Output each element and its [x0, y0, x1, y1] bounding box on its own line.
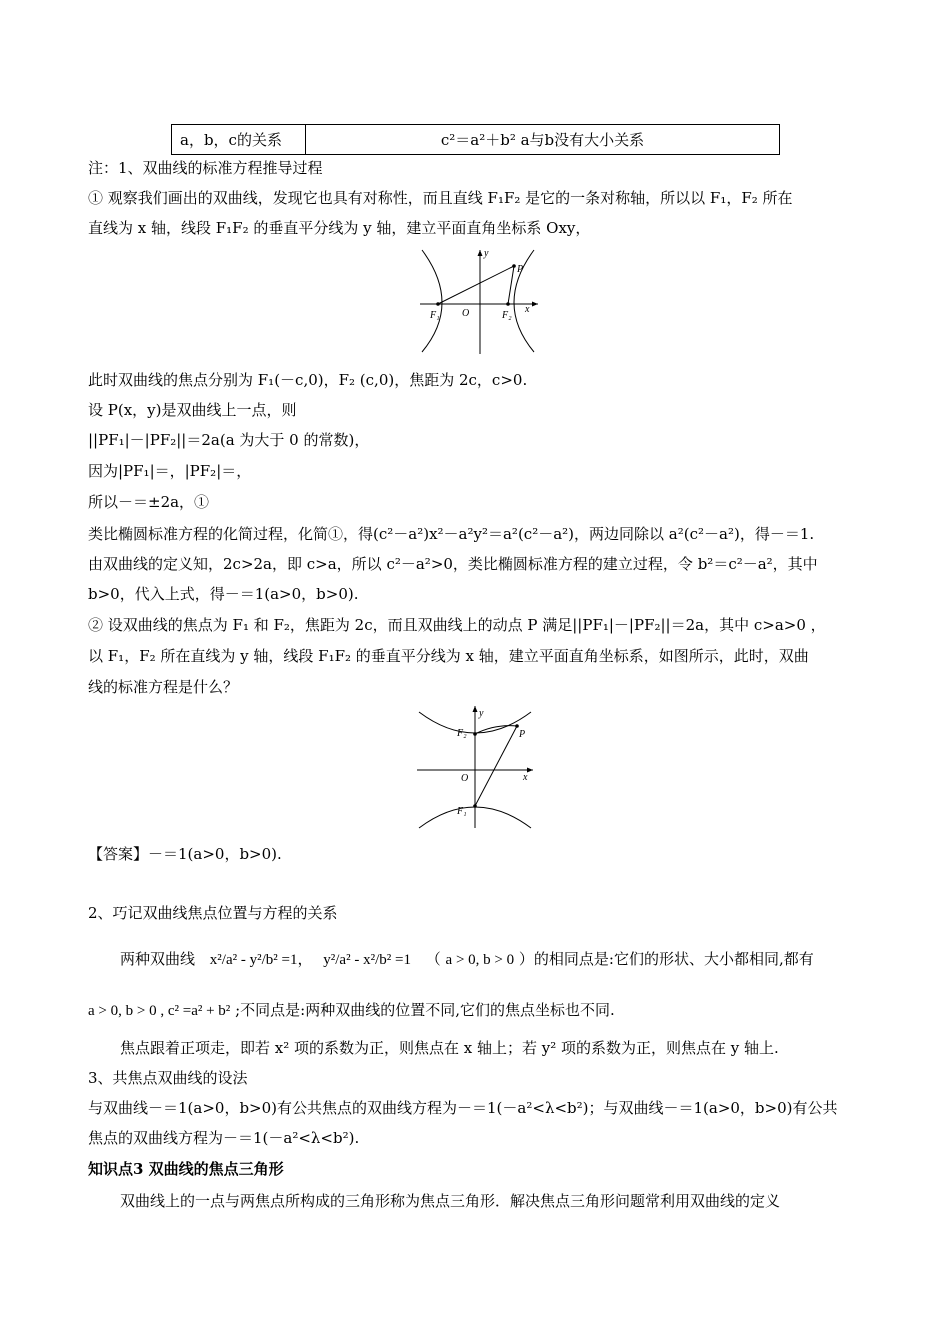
equation-y-major: y²/a² - x²/b² =1 [323, 952, 411, 968]
condition-ab: a > 0, b > 0 [445, 952, 515, 968]
paragraph-line: ② 设双曲线的焦点为 F₁ 和 F₂，焦距为 2c，而且双曲线上的动点 P 满足||PF₁|－|PF₂||＝2a，其中 c>a>0 ， [88, 616, 826, 634]
paragraph-line: 焦点跟着正项走，即若 x² 项的系数为正，则焦点在 x 轴上；若 y² 项的系数为正，则焦点在 y 轴上. [120, 1039, 779, 1057]
paragraph-line: 双曲线上的一点与两焦点所构成的三角形称为焦点三角形．解决焦点三角形问题常利用双曲线的定义 [120, 1192, 781, 1210]
fig1-origin-label: O [462, 308, 470, 319]
answer-line: 【答案】－＝1(a>0，b>0). [88, 845, 282, 863]
fig1-y-label: y [484, 248, 489, 259]
table-cell-label: a，b，c的关系 [172, 125, 306, 155]
section-heading-3: 3、共焦点双曲线的设法 [88, 1069, 248, 1087]
paragraph-line: a > 0, b > 0 , c² =a² + b² ;不同点是:两种双曲线的位置不同,它们的焦点坐标也不同. [88, 1001, 615, 1019]
fig2-y-label: y [479, 708, 484, 719]
fig2-p-label: P [519, 729, 526, 740]
relation-table [171, 124, 780, 155]
paragraph-line: ① 观察我们画出的双曲线，发现它也具有对称性，而且直线 F₁F₂ 是它的一条对称轴，所以以 F₁，F₂ 所在 [88, 189, 793, 207]
paragraph-line: 线的标准方程是什么？ [88, 678, 239, 696]
paragraph-line: b>0，代入上式，得－＝1(a>0，b>0). [88, 585, 359, 603]
knowledge-point-heading: 知识点3 双曲线的焦点三角形 [88, 1160, 284, 1178]
paragraph-line: 以 F₁，F₂ 所在直线为 y 轴，线段 F₁F₂ 的垂直平分线为 x 轴，建立平面直角坐标系，如图所示，此时，双曲 [88, 647, 809, 665]
fig1-p-label: P [517, 264, 524, 275]
note-heading: 注：1、双曲线的标准方程推导过程 [88, 159, 323, 177]
fig1-f1-label: F₁ [430, 310, 440, 321]
paragraph-line: 与双曲线－＝1(a>0，b>0)有公共焦点的双曲线方程为－＝1(－a²<λ<b²)；与双曲线－＝1(a>0，b>0)有公共 [88, 1099, 838, 1117]
fig2-x-label: x [523, 772, 528, 783]
fig2-origin-label: O [461, 773, 469, 784]
fig2-f2-label: F₂ [457, 728, 467, 739]
paragraph-line: 此时双曲线的焦点分别为 F₁(－c,0)，F₂ (c,0)，焦距为 2c，c>0. [88, 371, 528, 389]
table-cell-value: c²＝a²＋b² a与b没有大小关系 [306, 125, 780, 155]
section-heading-2: 2、巧记双曲线焦点位置与方程的关系 [88, 904, 338, 922]
hyperbola-figure-2 [415, 704, 535, 830]
equation-x-major: x²/a² - y²/b² =1， [209, 952, 313, 968]
paragraph-line: 类比椭圆标准方程的化简过程，化简①，得(c²－a²)x²－a²y²＝a²(c²－a²)，两边同除以 a²(c²－a²)，得－＝1. [88, 525, 815, 543]
paragraph-line: 直线为 x 轴，线段 F₁F₂ 的垂直平分线为 y 轴，建立平面直角坐标系 Oxy， [88, 219, 591, 237]
paragraph-line: 两种双曲线 x²/a² - y²/b² =1， y²/a² - x²/b² =1 （ a > 0, b > 0 ）的相同点是:它们的形状、大小都相同,都有 [120, 950, 814, 968]
paragraph-line: 由双曲线的定义知，2c>2a，即 c>a，所以 c²－a²>0，类比椭圆标准方程的建立过程，令 b²＝c²－a²，其中 [88, 555, 818, 573]
relation-formula: a > 0, b > 0 , c² =a² + b² [88, 1003, 231, 1019]
hyperbola-figure-1 [410, 246, 540, 356]
paragraph-line: 所以－＝±2a，① [88, 493, 210, 511]
paragraph-line: 因为|PF₁|＝，|PF₂|＝， [88, 462, 252, 480]
fig1-x-label: x [525, 304, 530, 315]
paragraph-line: ||PF₁|－|PF₂||＝2a(a 为大于 0 的常数)， [88, 431, 370, 449]
paragraph-line: 设 P(x，y)是双曲线上一点，则 [88, 401, 297, 419]
paragraph-line: 焦点的双曲线方程为－＝1(－a²<λ<b²). [88, 1129, 360, 1147]
fig1-f2-label: F₂ [502, 310, 512, 321]
fig2-f1-label: F₁ [457, 806, 467, 817]
